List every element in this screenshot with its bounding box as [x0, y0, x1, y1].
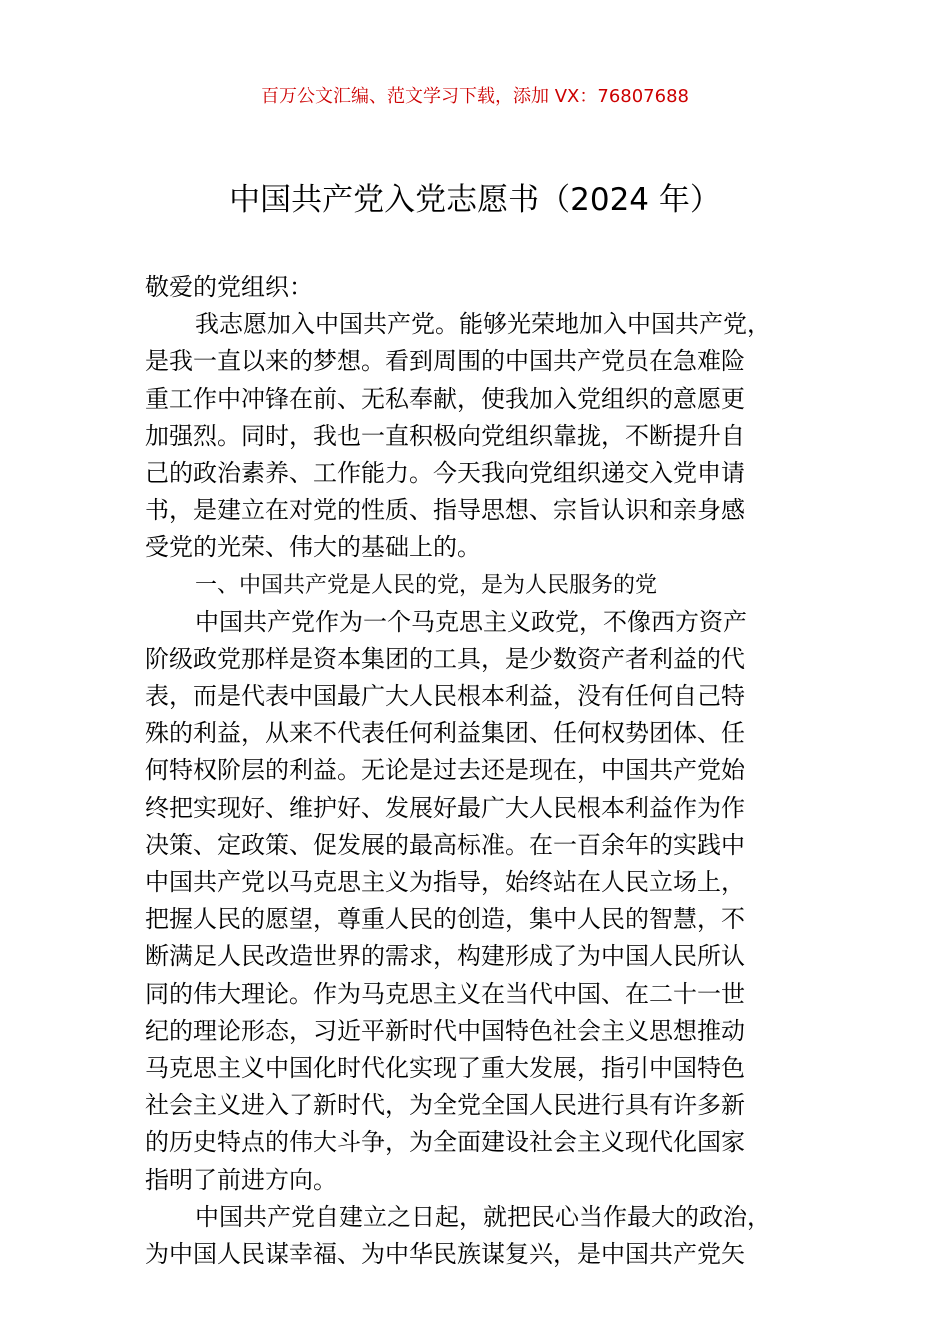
paragraph-line: 中国共产党作为一个马克思主义政党，不像西方资产 — [195, 607, 747, 636]
paragraph-line: 终把实现好、维护好、发展好最广大人民根本利益作为作 — [145, 793, 745, 822]
paragraph-line: 中国共产党以马克思主义为指导，始终站在人民立场上， — [145, 868, 745, 896]
paragraph-line: 把握人民的愿望，尊重人民的创造，集中人民的智慧，不 — [145, 905, 745, 934]
paragraph-line: 指明了前进方向。 — [145, 1165, 337, 1194]
paragraph-line: 为中国人民谋幸福、为中华民族谋复兴，是中国共产党矢 — [145, 1239, 745, 1268]
paragraph-line: 殊的利益，从来不代表任何利益集团、任何权势团体、任 — [145, 719, 745, 748]
document-title: 中国共产党入党志愿书（2024 年） — [229, 182, 721, 218]
paragraph-line: 受党的光荣、伟大的基础上的。 — [145, 533, 481, 562]
paragraph-line: 书，是建立在对党的性质、指导思想、宗旨认识和亲身感 — [145, 496, 745, 525]
paragraph-line: 纪的理论形态，习近平新时代中国特色社会主义思想推动 — [145, 1016, 745, 1045]
paragraph-line: 阶级政党那样是资本集团的工具，是少数资产者利益的代 — [145, 644, 745, 673]
paragraph-line: 社会主义进入了新时代，为全党全国人民进行具有许多新 — [145, 1091, 745, 1120]
paragraph-line: 重工作中冲锋在前、无私奉献，使我加入党组织的意愿更 — [145, 384, 745, 413]
paragraph-line: 中国共产党自建立之日起，就把民心当作最大的政治， — [195, 1202, 771, 1231]
paragraph-line: 何特权阶层的利益。无论是过去还是现在，中国共产党始 — [145, 756, 745, 785]
paragraph-line: 断满足人民改造世界的需求，构建形成了为中国人民所认 — [145, 942, 745, 971]
paragraph-line: 决策、定政策、促发展的最高标准。在一百余年的实践中 — [145, 830, 745, 859]
header-note: 百万公文汇编、范文学习下载，添加 VX：76807688 — [261, 86, 689, 107]
paragraph-line: 的历史特点的伟大斗争，为全面建设社会主义现代化国家 — [145, 1128, 745, 1157]
paragraph-line: 加强烈。同时，我也一直积极向党组织靠拢，不断提升自 — [145, 421, 745, 450]
paragraph-line: 马克思主义中国化时代化实现了重大发展，指引中国特色 — [145, 1053, 745, 1082]
paragraph-line: 表，而是代表中国最广大人民根本利益，没有任何自己特 — [145, 682, 745, 711]
paragraph-line: 我志愿加入中国共产党。能够光荣地加入中国共产党， — [195, 310, 771, 339]
section-heading: 一、中国共产党是人民的党，是为人民服务的党 — [195, 572, 658, 598]
paragraph-line: 己的政治素养、工作能力。今天我向党组织递交入党申请 — [145, 458, 745, 487]
paragraph-line: 同的伟大理论。作为马克思主义在当代中国、在二十一世 — [145, 979, 745, 1008]
paragraph-line: 是我一直以来的梦想。看到周围的中国共产党员在急难险 — [145, 347, 745, 376]
salutation: 敬爱的党组织： — [145, 273, 313, 301]
document-body — [145, 269, 815, 1273]
